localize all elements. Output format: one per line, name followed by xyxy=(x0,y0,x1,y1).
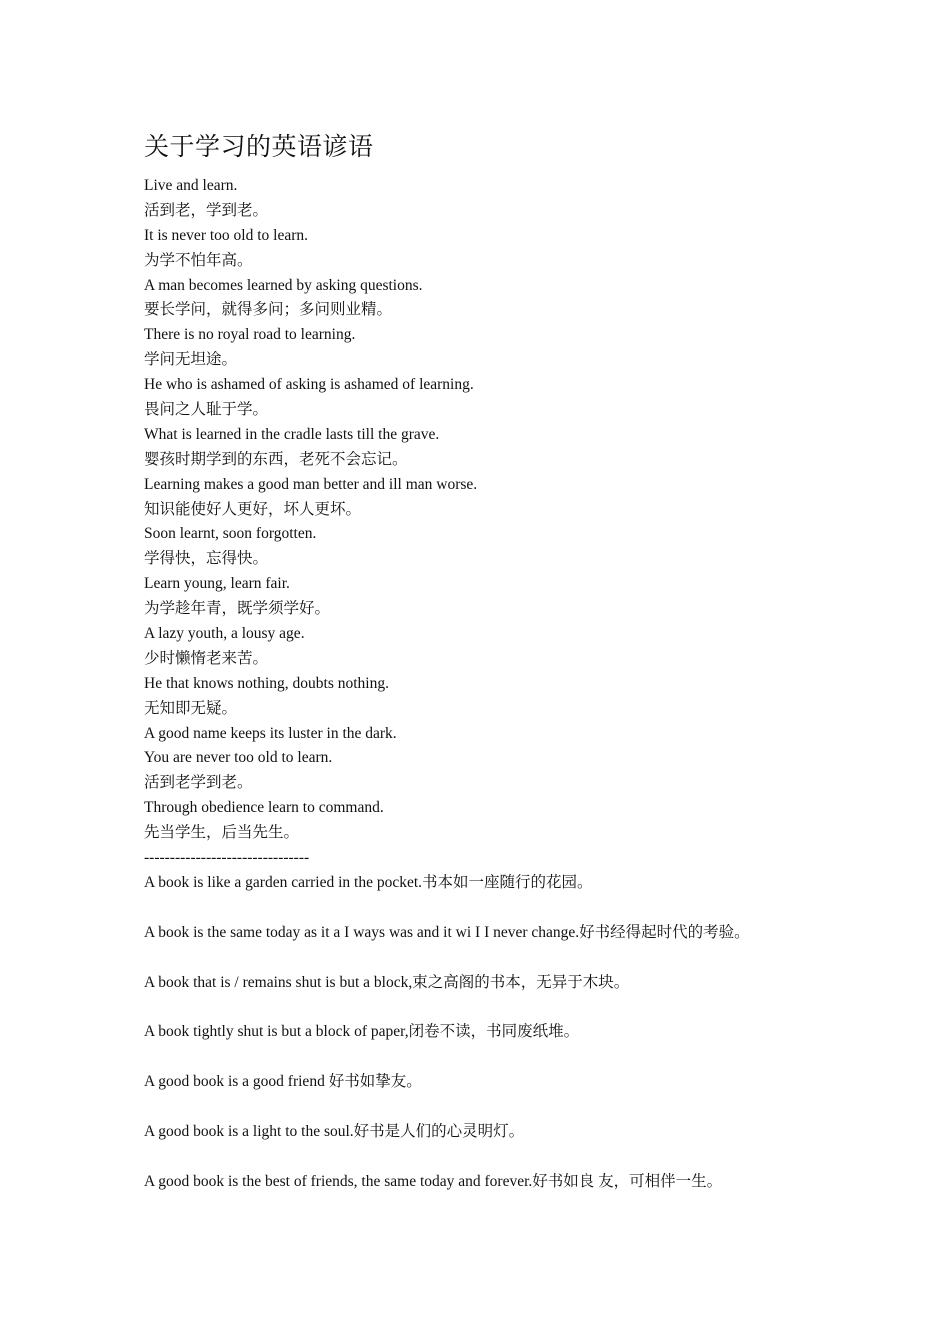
blank-line xyxy=(144,1145,924,1170)
proverb-line: Live and learn. xyxy=(144,177,238,194)
proverb-line: 知识能使好人更好，坏人更坏。 xyxy=(144,500,362,518)
proverb-line: What is learned in the cradle lasts till the grave. xyxy=(144,425,440,443)
blank-line xyxy=(144,995,924,1020)
proverb-line: 为学趁年青，既学须学好。 xyxy=(144,600,331,618)
proverb-line: You are never too old to learn. xyxy=(144,749,333,767)
blank-line xyxy=(144,1095,924,1120)
proverb-line: 畏问之人耻于学。 xyxy=(144,401,269,419)
proverb-line: He who is ashamed of asking is ashamed of learning. xyxy=(144,376,474,394)
proverb-line: A man becomes learned by asking questions. xyxy=(144,276,423,294)
document-body xyxy=(144,174,924,1195)
proverb-line: A good name keeps its luster in the dark. xyxy=(144,724,397,742)
blank-line xyxy=(144,946,924,971)
proverb-line: Through obedience learn to command. xyxy=(144,799,384,817)
proverb-line: 要长学问，就得多问；多问则业精。 xyxy=(144,301,393,319)
proverb-line: Learning makes a good man better and ill man worse. xyxy=(144,475,478,493)
proverb-line: A lazy youth, a lousy age. xyxy=(144,625,305,643)
book-saying-line: A good book is a light to the soul.好书是人们的心灵明灯。 xyxy=(144,1122,525,1140)
proverb-line: 少时懒惰老来苦。 xyxy=(144,649,269,667)
proverb-line: 为学不怕年高。 xyxy=(144,251,253,269)
proverb-line: It is never too old to learn. xyxy=(144,226,308,244)
proverb-line: 活到老，学到老。 xyxy=(144,201,269,219)
book-saying-line: A good book is the best of friends, the same today and forever.好书如良 友，可相伴一生。 xyxy=(144,1172,723,1190)
proverb-line: 先当学生，后当先生。 xyxy=(144,824,300,842)
proverb-line: 学得快，忘得快。 xyxy=(144,550,269,568)
proverb-line: He that knows nothing, doubts nothing. xyxy=(144,674,389,692)
book-saying-line: A book is the same today as it a I ways was and it wi I I never change.好书经得起时代的考验。 xyxy=(144,923,750,941)
blank-line xyxy=(144,896,924,921)
blank-line xyxy=(144,1045,924,1070)
proverb-line: 婴孩时期学到的东西，老死不会忘记。 xyxy=(144,450,408,468)
book-saying-line: A book that is / remains shut is but a block,束之高阁的书本，无异于木块。 xyxy=(144,973,630,991)
document-title: 关于学习的英语谚语 xyxy=(144,134,374,161)
proverb-line: 无知即无疑。 xyxy=(144,699,238,717)
proverb-line: 活到老学到老。 xyxy=(144,774,253,792)
proverb-line: Soon learnt, soon forgotten. xyxy=(144,525,317,543)
proverb-line: 学问无坦途。 xyxy=(144,351,238,369)
proverb-line: There is no royal road to learning. xyxy=(144,326,356,344)
book-saying-line: A book is like a garden carried in the pocket.书本如一座随行的花园。 xyxy=(144,873,593,891)
separator-line: -------------------------------- xyxy=(144,849,310,867)
book-saying-line: A book tightly shut is but a block of paper,闭卷不读，书同废纸堆。 xyxy=(144,1023,580,1041)
proverb-line: Learn young, learn fair. xyxy=(144,575,290,593)
book-saying-line: A good book is a good friend 好书如挚友。 xyxy=(144,1073,422,1091)
